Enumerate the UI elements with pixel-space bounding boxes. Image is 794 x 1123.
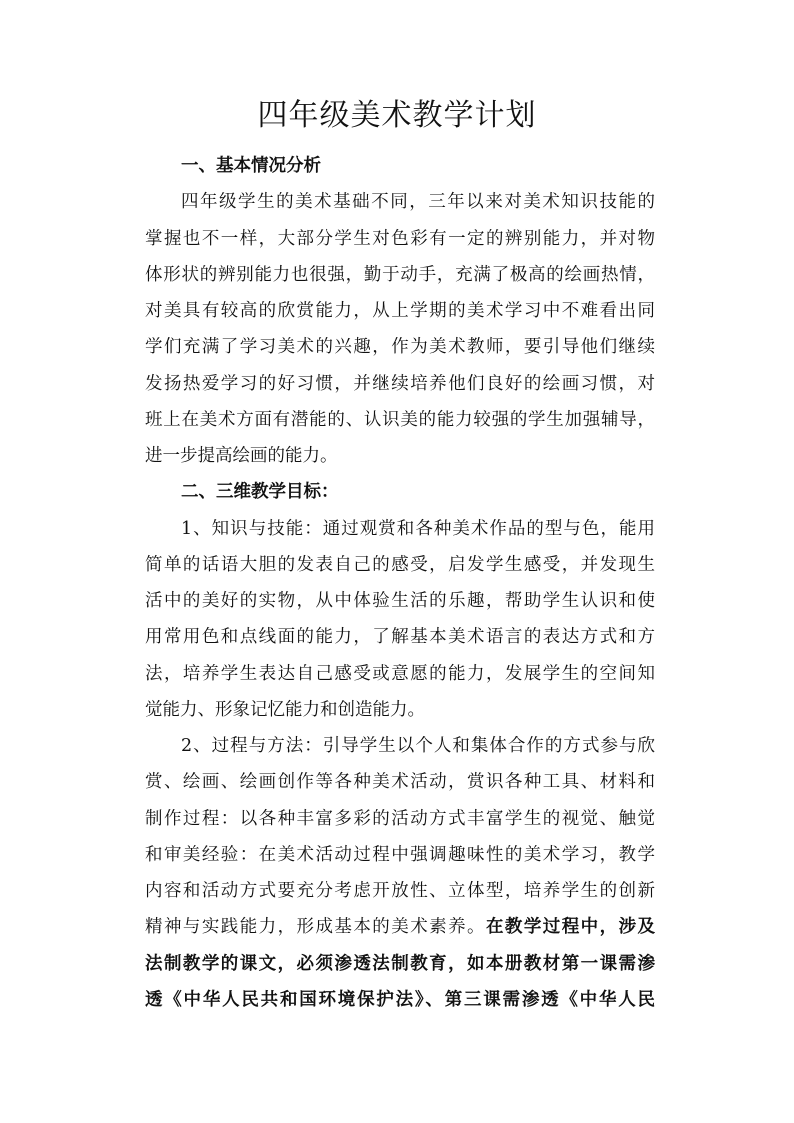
paragraph-line: 觉能力、形象记忆能力和创造能力。 [145, 699, 425, 720]
document-body [145, 148, 655, 1018]
paragraph-line-mixed [145, 909, 655, 945]
paragraph-line: 发扬热爱学习的好习惯，并继续培养他们良好的绘画习惯，对 [145, 373, 655, 394]
paragraph-line: 班上在美术方面有潜能的、认识美的能力较强的学生加强辅导， [145, 409, 655, 430]
paragraph-line-bold: 法制教学的课文，必须渗透法制教育，如本册教材第一课需渗 [145, 953, 655, 974]
paragraph-line: 用常用色和点线面的能力，了解基本美术语言的表达方式和方 [145, 627, 655, 648]
section-heading-basic-analysis: 一、基本情况分析 [181, 156, 321, 176]
paragraph-line-bold: 透《中华人民共和国环境保护法》、第三课需渗透《中华人民 [145, 989, 655, 1010]
section-heading-teaching-goals: 二、三维教学目标： [181, 482, 339, 503]
paragraph-line: 和审美经验：在美术活动过程中强调趣味性的美术学习，教学 [145, 844, 655, 865]
paragraph-line: 内容和活动方式要充分考虑开放性、立体型，培养学生的创新 [145, 881, 655, 901]
paragraph-line: 进一步提高绘画的能力。 [145, 446, 338, 466]
paragraph-line: 1、知识与技能：通过观赏和各种美术作品的型与色，能用 [181, 518, 655, 539]
paragraph-line: 简单的话语大胆的发表自己的感受，启发学生感受，并发现生 [145, 554, 655, 575]
paragraph-line: 2、过程与方法：引导学生以个人和集体合作的方式参与欣 [181, 736, 655, 756]
paragraph-line: 掌握也不一样，大部分学生对色彩有一定的辨别能力，并对物 [145, 228, 655, 249]
page-title: 四年级美术教学计划 [257, 98, 537, 133]
paragraph-line: 对美具有较高的欣赏能力，从上学期的美术学习中不难看出同 [145, 301, 655, 321]
bold-text: 在教学过程中，涉及 [485, 917, 656, 938]
paragraph-text: 精神与实践能力，形成基本的美术素养。 [145, 917, 486, 938]
paragraph-line: 学们充满了学习美术的兴趣，作为美术教师，要引导他们继续 [145, 337, 655, 358]
paragraph-line: 赏、绘画、绘画创作等各种美术活动，赏识各种工具、材料和 [145, 772, 655, 793]
paragraph-line: 活中的美好的实物，从中体验生活的乐趣，帮助学生认识和使 [145, 591, 655, 611]
paragraph-line: 制作过程：以各种丰富多彩的活动方式丰富学生的视觉、触觉 [145, 808, 655, 829]
paragraph-line: 四年级学生的美术基础不同，三年以来对美术知识技能的 [181, 192, 655, 213]
paragraph-line: 法，培养学生表达自己感受或意愿的能力，发展学生的空间知 [145, 663, 655, 684]
paragraph-line: 体形状的辨别能力也很强，勤于动手，充满了极高的绘画热情， [145, 264, 655, 285]
